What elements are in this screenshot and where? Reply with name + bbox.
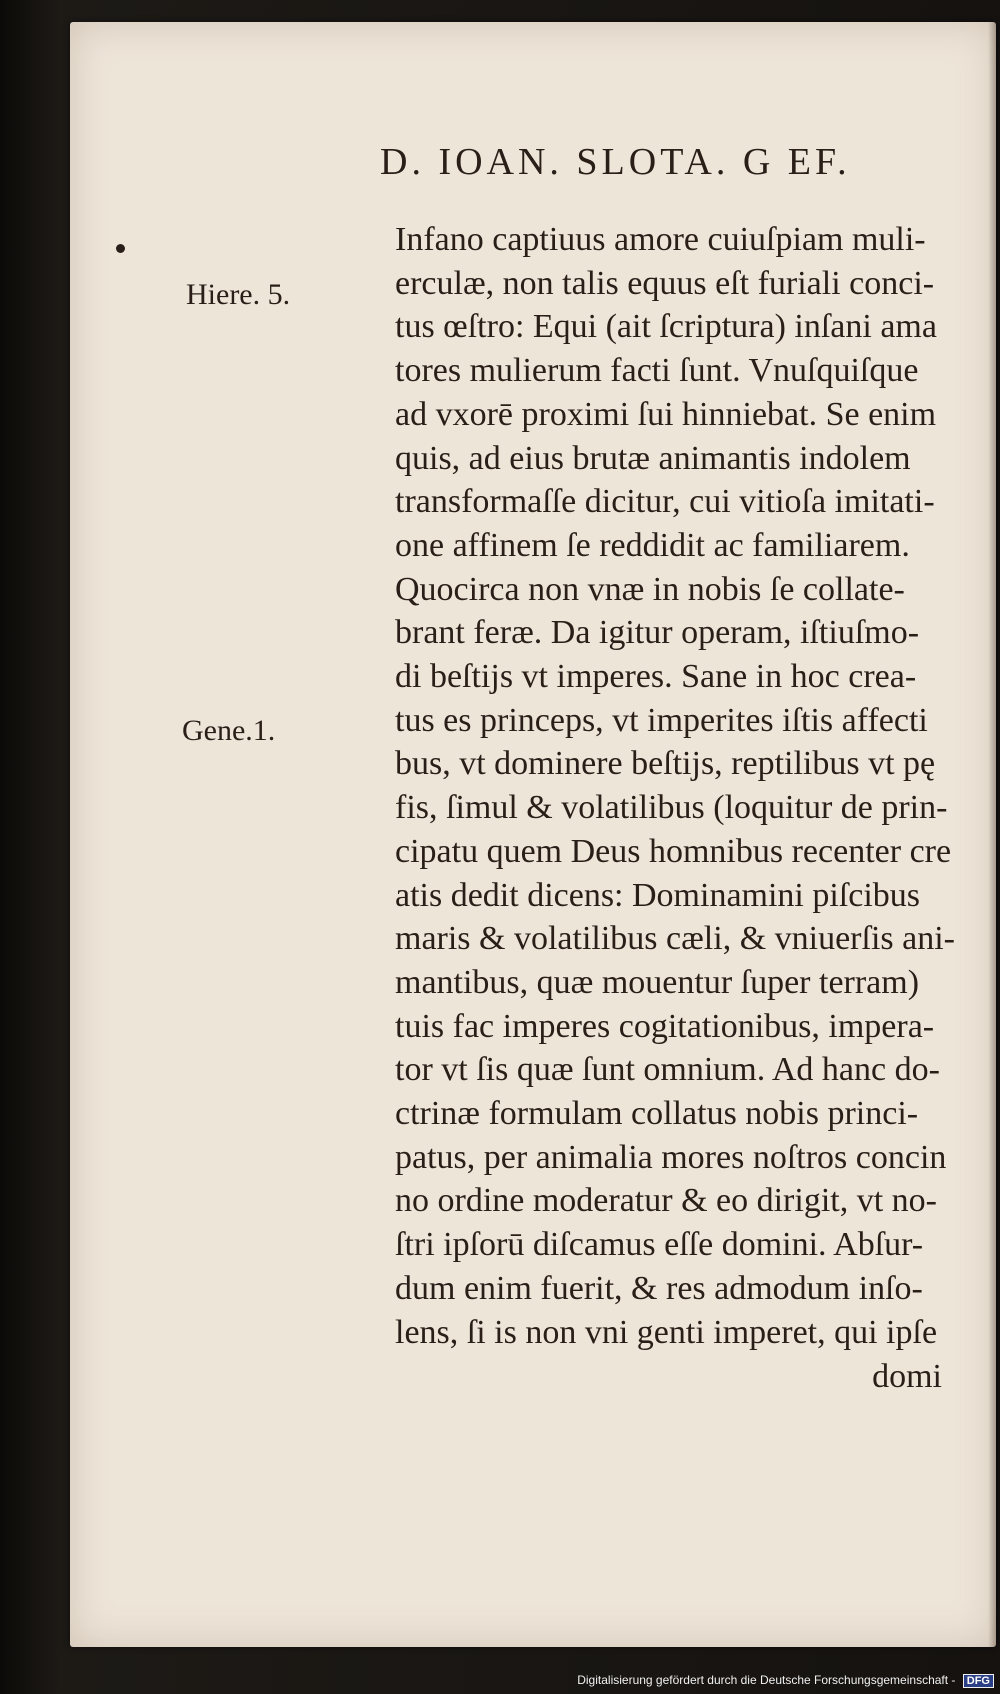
body-text xyxy=(395,218,1000,1354)
book-page xyxy=(70,22,996,1647)
text-line: quis, ad eius brutæ animantis indolem xyxy=(395,439,911,477)
text-line: tus œſtro: Equi (ait ſcriptura) inſani ama xyxy=(395,308,937,346)
text-line: ad vxorē proximi ſui hinniebat. Se enim xyxy=(395,395,937,433)
text-line: ſtri ipſorū diſcamus eſſe domini. Abſur- xyxy=(395,1226,924,1264)
text-line: dum enim fuerit, & res admodum inſo- xyxy=(395,1269,923,1307)
text-line: patus, per animalia mores noſtros concin xyxy=(395,1138,947,1176)
text-line: maris & volatilibus cæli, & vniuerſis ani- xyxy=(395,920,955,958)
text-line: atis dedit dicens: Dominamini piſcibus xyxy=(395,876,921,914)
footer-credit xyxy=(577,1673,994,1688)
text-line: tores mulierum facti ſunt. Vnuſquiſque xyxy=(395,352,919,390)
text-line: transformaſſe dicitur, cui vitioſa imitati- xyxy=(395,483,935,521)
text-line: erculæ, non talis equus eſt furiali conci- xyxy=(395,264,935,302)
text-line: tuis fac imperes cogitationibus, impera- xyxy=(395,1007,935,1045)
text-line: tus es princeps, vt imperites iſtis affecti xyxy=(395,701,928,739)
footer-credit-text: Digitalisierung gefördert durch die Deutsche Forschungsgemeinschaft - xyxy=(577,1673,956,1687)
text-line: tor vt ſis quæ ſunt omnium. Ad hanc do- xyxy=(395,1051,940,1089)
text-line: Quocirca non vnæ in nobis ſe collate- xyxy=(395,570,905,608)
text-line: ctrinæ formulam collatus nobis princi- xyxy=(395,1095,919,1133)
marginal-note-gene: Gene.1. xyxy=(182,714,276,747)
dfg-logo-badge: DFG xyxy=(963,1674,994,1688)
text-line: one affinem ſe reddidit ac familiarem. xyxy=(395,526,910,564)
running-head: D. IOAN. SLOTA. G EF. xyxy=(380,141,851,183)
text-line: no ordine moderatur & eo dirigit, vt no- xyxy=(395,1182,937,1220)
marginal-note-hiere: Hiere. 5. xyxy=(186,278,291,311)
text-line: brant feræ. Da igitur operam, iſtiuſmo- xyxy=(395,614,920,652)
catchword: domi xyxy=(872,1358,942,1395)
text-line: di beſtijs vt imperes. Sane in hoc crea- xyxy=(395,658,917,696)
text-line: Infano captiuus amore cuiuſpiam muli- xyxy=(395,221,926,258)
text-line: bus, vt dominere beſtijs, reptilibus vt pę xyxy=(395,745,936,783)
text-line: lens, ſi is non vni genti imperet, qui ipſe xyxy=(395,1313,938,1351)
text-line: fis, ſimul & volatilibus (loquitur de prin- xyxy=(395,789,948,827)
ink-dot xyxy=(116,244,125,253)
text-line: cipatu quem Deus homnibus recenter cre xyxy=(395,832,952,870)
text-line: mantibus, quæ mouentur ſuper terram) xyxy=(395,963,920,1001)
